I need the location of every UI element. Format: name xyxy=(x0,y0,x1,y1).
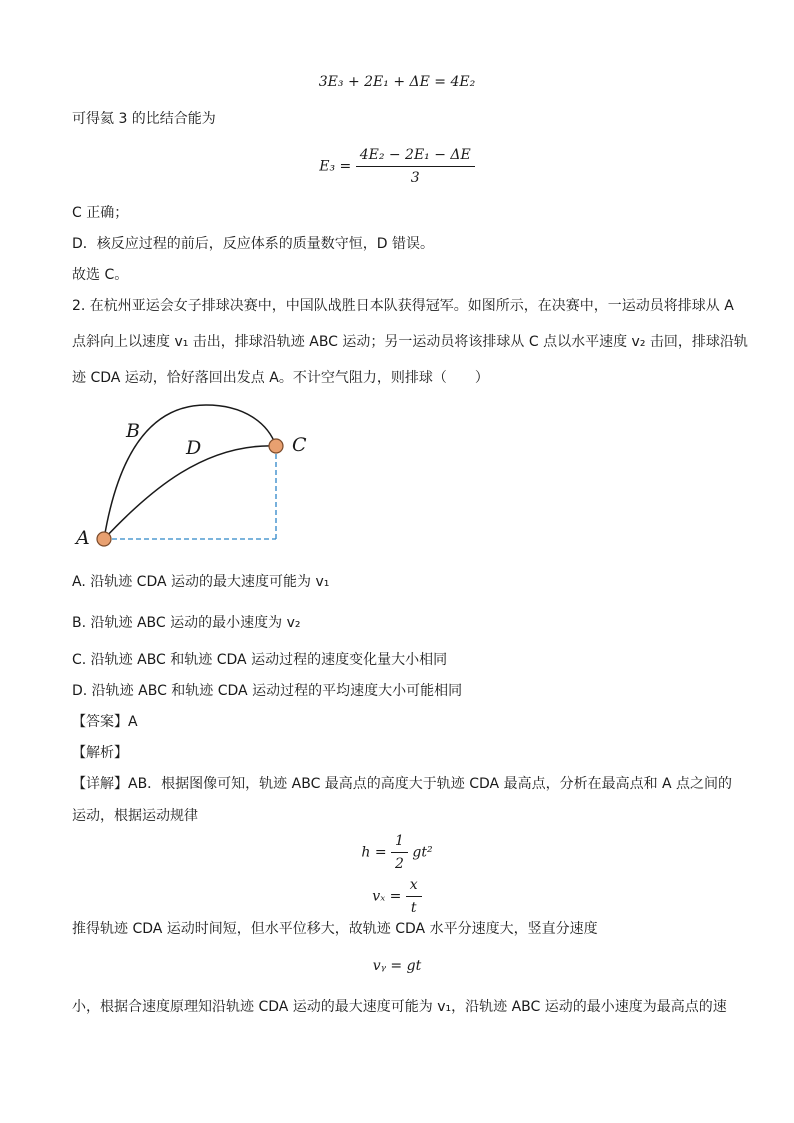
equation-height-numerator: 1 xyxy=(391,832,408,853)
ball-at-c xyxy=(269,439,283,453)
label-c: C xyxy=(292,434,307,456)
equation-vx-numerator: x xyxy=(406,876,422,897)
equation-e3 xyxy=(0,146,794,187)
text-c-correct: C 正确； xyxy=(72,205,129,221)
text-d-wrong: D．核反应过程的前后，反应体系的质量数守恒，D 错误。 xyxy=(72,236,435,252)
detail-line-1: 【详解】AB．根据图像可知，轨迹 ABC 最高点的高度大于轨迹 CDA 最高点，分析在最高点和 A 点之间的 xyxy=(72,776,733,792)
label-d: D xyxy=(186,437,202,459)
equation-vx-denominator: t xyxy=(410,900,417,916)
equation-e3-lhs: E₃ = xyxy=(319,158,352,175)
detail-line-2: 运动，根据运动规律 xyxy=(72,808,198,824)
equation-height-fraction xyxy=(391,832,408,873)
equation-energy-balance: 3E₃ + 2E₁ + ΔE = 4E₂ xyxy=(318,74,476,90)
text-binding-energy-intro: 可得氦 3 的比结合能为 xyxy=(72,111,216,127)
equation-e3-fraction xyxy=(356,146,475,187)
detail-line-4: 小，根据合速度原理知沿轨迹 CDA 运动的最大速度可能为 v₁，沿轨迹 ABC 运动的最小速度为最高点的速 xyxy=(72,999,727,1015)
equation-e3-denominator: 3 xyxy=(410,170,420,186)
label-b: B xyxy=(126,420,140,442)
trajectory-figure xyxy=(0,395,794,575)
question-2-line-3: 迹 CDA 运动，恰好落回出发点 A。不计空气阻力，则排球（ ） xyxy=(72,370,489,386)
trajectory-cda xyxy=(104,446,276,539)
equation-height xyxy=(0,832,794,873)
analysis-title: 【解析】 xyxy=(72,745,128,761)
equation-vx-fraction xyxy=(406,876,422,917)
equation-e3-numerator: 4E₂ − 2E₁ − ΔE xyxy=(356,146,475,167)
option-b: B. 沿轨迹 ABC 运动的最小速度为 v₂ xyxy=(72,615,301,631)
equation-vx-lhs: vₓ = xyxy=(372,888,402,905)
answer-line: 【答案】A xyxy=(72,714,138,730)
ball-at-a xyxy=(97,532,111,546)
detail-line-3: 推得轨迹 CDA 运动时间短，但水平位移大，故轨迹 CDA 水平分速度大，竖直分速度 xyxy=(72,921,598,937)
text-choose-c: 故选 C。 xyxy=(72,267,129,283)
label-a: A xyxy=(76,527,90,549)
option-c: C. 沿轨迹 ABC 和轨迹 CDA 运动过程的速度变化量大小相同 xyxy=(72,652,448,668)
option-a: A. 沿轨迹 CDA 运动的最大速度可能为 v₁ xyxy=(72,574,330,590)
equation-vy: vᵧ = gt xyxy=(372,958,422,974)
option-d: D. 沿轨迹 ABC 和轨迹 CDA 运动过程的平均速度大小可能相同 xyxy=(72,683,463,699)
equation-height-denominator: 2 xyxy=(395,856,404,872)
equation-height-lhs: h = xyxy=(361,844,387,861)
question-2-line-1: 2. 在杭州亚运会女子排球决赛中，中国队战胜日本队获得冠军。如图所示，在决赛中，一运动员将排球从 A xyxy=(72,298,734,314)
question-2-line-2: 点斜向上以速度 v₁ 击出，排球沿轨迹 ABC 运动；另一运动员将该排球从 C 点以水平速度 v₂ 击回，排球沿轨 xyxy=(72,334,748,350)
equation-height-rhs: gt² xyxy=(412,844,433,861)
equation-vx xyxy=(0,876,794,917)
